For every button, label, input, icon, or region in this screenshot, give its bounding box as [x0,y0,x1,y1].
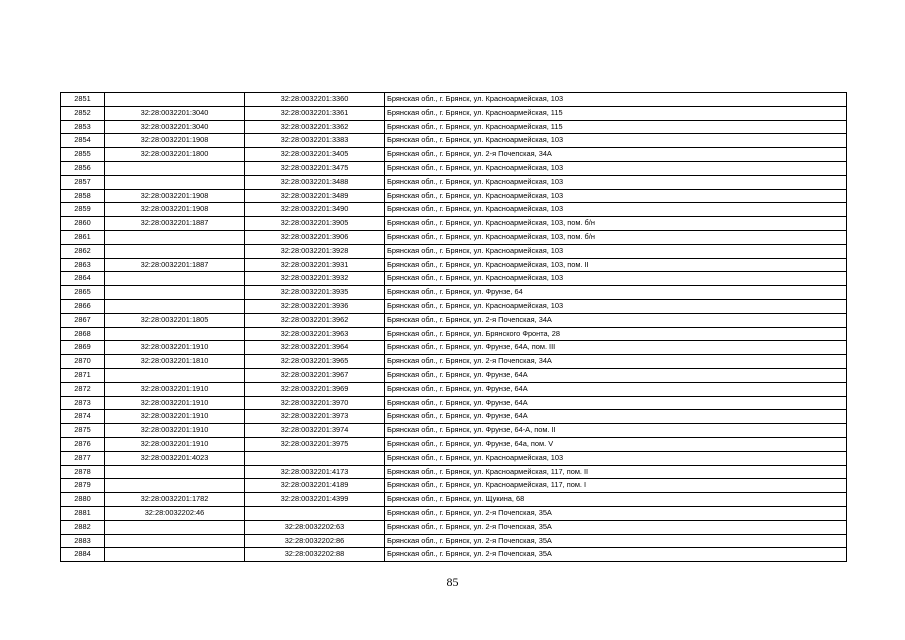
table-row [61,451,847,465]
address-cell: Брянская обл., г. Брянск, ул. Красноармейская, 103 [385,161,847,175]
parent-cadastral-number-cell: 32:28:0032201:1910 [105,341,245,355]
table-row [61,286,847,300]
table-row [61,203,847,217]
address-cell: Брянская обл., г. Брянск, ул. Красноармейская, 103 [385,451,847,465]
parent-cadastral-number-cell: 32:28:0032201:1910 [105,424,245,438]
address-cell: Брянская обл., г. Брянск, ул. Красноармейская, 103, пом. б/н [385,230,847,244]
table-row [61,355,847,369]
parent-cadastral-number-cell: 32:28:0032201:1887 [105,217,245,231]
row-number-cell: 2871 [61,368,105,382]
row-number-cell: 2874 [61,410,105,424]
cadastral-number-cell: 32:28:0032201:3490 [245,203,385,217]
table-row [61,148,847,162]
row-number-cell: 2857 [61,175,105,189]
row-number-cell: 2868 [61,327,105,341]
table-row [61,520,847,534]
table-row [61,396,847,410]
row-number-cell: 2880 [61,493,105,507]
address-cell: Брянская обл., г. Брянск, ул. 2-я Почепская, 34А [385,355,847,369]
parent-cadastral-number-cell [105,230,245,244]
cadastral-number-cell: 32:28:0032201:3964 [245,341,385,355]
table-row [61,534,847,548]
table-row [61,175,847,189]
cadastral-number-cell: 32:28:0032201:3489 [245,189,385,203]
parent-cadastral-number-cell [105,327,245,341]
row-number-cell: 2853 [61,120,105,134]
parent-cadastral-number-cell: 32:28:0032201:1810 [105,355,245,369]
parent-cadastral-number-cell [105,286,245,300]
row-number-cell: 2866 [61,299,105,313]
table-row [61,341,847,355]
table-row [61,506,847,520]
row-number-cell: 2854 [61,134,105,148]
cadastral-number-cell: 32:28:0032201:3963 [245,327,385,341]
row-number-cell: 2873 [61,396,105,410]
parent-cadastral-number-cell: 32:28:0032201:1910 [105,410,245,424]
parent-cadastral-number-cell [105,520,245,534]
row-number-cell: 2858 [61,189,105,203]
cadastral-table-body [61,93,847,562]
row-number-cell: 2863 [61,258,105,272]
cadastral-number-cell: 32:28:0032201:3932 [245,272,385,286]
row-number-cell: 2855 [61,148,105,162]
row-number-cell: 2878 [61,465,105,479]
row-number-cell: 2881 [61,506,105,520]
table-row [61,382,847,396]
address-cell: Брянская обл., г. Брянск, ул. Красноармейская, 103, пом. II [385,258,847,272]
cadastral-number-cell: 32:28:0032201:3928 [245,244,385,258]
cadastral-number-cell: 32:28:0032202:88 [245,548,385,562]
cadastral-number-cell: 32:28:0032201:4173 [245,465,385,479]
cadastral-number-cell: 32:28:0032202:86 [245,534,385,548]
parent-cadastral-number-cell: 32:28:0032201:1910 [105,437,245,451]
address-cell: Брянская обл., г. Брянск, ул. Красноармейская, 103, пом. б/н [385,217,847,231]
row-number-cell: 2882 [61,520,105,534]
parent-cadastral-number-cell: 32:28:0032201:1805 [105,313,245,327]
row-number-cell: 2877 [61,451,105,465]
table-row [61,120,847,134]
cadastral-number-cell: 32:28:0032201:3488 [245,175,385,189]
table-row [61,161,847,175]
address-cell: Брянская обл., г. Брянск, ул. Красноармейская, 115 [385,120,847,134]
cadastral-number-cell: 32:28:0032201:3967 [245,368,385,382]
parent-cadastral-number-cell [105,161,245,175]
cadastral-table [60,92,847,562]
address-cell: Брянская обл., г. Брянск, ул. Красноармейская, 103 [385,134,847,148]
parent-cadastral-number-cell [105,299,245,313]
table-row [61,106,847,120]
parent-cadastral-number-cell [105,465,245,479]
row-number-cell: 2862 [61,244,105,258]
table-row [61,410,847,424]
address-cell: Брянская обл., г. Брянск, ул. Фрунзе, 64А [385,368,847,382]
row-number-cell: 2867 [61,313,105,327]
address-cell: Брянская обл., г. Брянск, ул. Брянского Фронта, 28 [385,327,847,341]
table-row [61,479,847,493]
parent-cadastral-number-cell [105,272,245,286]
address-cell: Брянская обл., г. Брянск, ул. Фрунзе, 64А [385,382,847,396]
row-number-cell: 2876 [61,437,105,451]
table-row [61,93,847,107]
parent-cadastral-number-cell: 32:28:0032201:4023 [105,451,245,465]
row-number-cell: 2884 [61,548,105,562]
address-cell: Брянская обл., г. Брянск, ул. 2-я Почепская, 34А [385,313,847,327]
parent-cadastral-number-cell [105,548,245,562]
row-number-cell: 2860 [61,217,105,231]
parent-cadastral-number-cell: 32:28:0032201:3040 [105,120,245,134]
cadastral-number-cell: 32:28:0032201:3969 [245,382,385,396]
cadastral-number-cell: 32:28:0032201:3970 [245,396,385,410]
parent-cadastral-number-cell: 32:28:0032201:1887 [105,258,245,272]
table-row [61,493,847,507]
address-cell: Брянская обл., г. Брянск, ул. Фрунзе, 64а, пом. V [385,437,847,451]
cadastral-number-cell: 32:28:0032201:3905 [245,217,385,231]
address-cell: Брянская обл., г. Брянск, ул. 2-я Почепская, 35А [385,506,847,520]
parent-cadastral-number-cell: 32:28:0032201:1800 [105,148,245,162]
parent-cadastral-number-cell: 32:28:0032201:3040 [105,106,245,120]
address-cell: Брянская обл., г. Брянск, ул. Красноармейская, 117, пом. I [385,479,847,493]
cadastral-number-cell: 32:28:0032201:3361 [245,106,385,120]
cadastral-number-cell: 32:28:0032201:3974 [245,424,385,438]
table-row [61,189,847,203]
table-row [61,368,847,382]
cadastral-number-cell [245,506,385,520]
address-cell: Брянская обл., г. Брянск, ул. 2-я Почепская, 35А [385,534,847,548]
page-number: 85 [446,575,459,589]
parent-cadastral-number-cell: 32:28:0032201:1782 [105,493,245,507]
parent-cadastral-number-cell: 32:28:0032201:1910 [105,382,245,396]
cadastral-number-cell: 32:28:0032202:63 [245,520,385,534]
address-cell: Брянская обл., г. Брянск, ул. Красноармейская, 103 [385,244,847,258]
parent-cadastral-number-cell [105,244,245,258]
parent-cadastral-number-cell [105,93,245,107]
parent-cadastral-number-cell [105,534,245,548]
row-number-cell: 2870 [61,355,105,369]
address-cell: Брянская обл., г. Брянск, ул. 2-я Почепская, 35А [385,520,847,534]
address-cell: Брянская обл., г. Брянск, ул. Красноармейская, 117, пом. II [385,465,847,479]
address-cell: Брянская обл., г. Брянск, ул. Красноармейская, 103 [385,189,847,203]
address-cell: Брянская обл., г. Брянск, ул. Фрунзе, 64 [385,286,847,300]
row-number-cell: 2872 [61,382,105,396]
parent-cadastral-number-cell: 32:28:0032202:46 [105,506,245,520]
address-cell: Брянская обл., г. Брянск, ул. Фрунзе, 64А [385,410,847,424]
row-number-cell: 2859 [61,203,105,217]
address-cell: Брянская обл., г. Брянск, ул. Красноармейская, 103 [385,175,847,189]
cadastral-number-cell: 32:28:0032201:3936 [245,299,385,313]
table-row [61,465,847,479]
row-number-cell: 2856 [61,161,105,175]
table-row [61,258,847,272]
address-cell: Брянская обл., г. Брянск, ул. Фрунзе, 64-А, пом. II [385,424,847,438]
parent-cadastral-number-cell: 32:28:0032201:1908 [105,189,245,203]
address-cell: Брянская обл., г. Брянск, ул. Красноармейская, 103 [385,203,847,217]
row-number-cell: 2865 [61,286,105,300]
address-cell: Брянская обл., г. Брянск, ул. Красноармейская, 103 [385,272,847,286]
address-cell: Брянская обл., г. Брянск, ул. 2-я Почепская, 34А [385,148,847,162]
row-number-cell: 2861 [61,230,105,244]
row-number-cell: 2852 [61,106,105,120]
row-number-cell: 2883 [61,534,105,548]
address-cell: Брянская обл., г. Брянск, ул. Красноармейская, 103 [385,299,847,313]
table-row [61,548,847,562]
table-row [61,437,847,451]
address-cell: Брянская обл., г. Брянск, ул. Щукина, 68 [385,493,847,507]
parent-cadastral-number-cell: 32:28:0032201:1910 [105,396,245,410]
address-cell: Брянская обл., г. Брянск, ул. Фрунзе, 64А, пом. III [385,341,847,355]
row-number-cell: 2879 [61,479,105,493]
cadastral-number-cell: 32:28:0032201:3362 [245,120,385,134]
cadastral-number-cell [245,451,385,465]
cadastral-number-cell: 32:28:0032201:3931 [245,258,385,272]
row-number-cell: 2869 [61,341,105,355]
cadastral-number-cell: 32:28:0032201:3383 [245,134,385,148]
table-row [61,424,847,438]
cadastral-number-cell: 32:28:0032201:3405 [245,148,385,162]
address-cell: Брянская обл., г. Брянск, ул. Фрунзе, 64А [385,396,847,410]
table-row [61,299,847,313]
parent-cadastral-number-cell: 32:28:0032201:1908 [105,203,245,217]
parent-cadastral-number-cell: 32:28:0032201:1908 [105,134,245,148]
table-row [61,134,847,148]
address-cell: Брянская обл., г. Брянск, ул. 2-я Почепская, 35А [385,548,847,562]
cadastral-number-cell: 32:28:0032201:3962 [245,313,385,327]
table-row [61,272,847,286]
parent-cadastral-number-cell [105,479,245,493]
cadastral-number-cell: 32:28:0032201:3965 [245,355,385,369]
table-row [61,217,847,231]
cadastral-number-cell: 32:28:0032201:3906 [245,230,385,244]
table-row [61,313,847,327]
cadastral-number-cell: 32:28:0032201:4399 [245,493,385,507]
table-row [61,230,847,244]
row-number-cell: 2864 [61,272,105,286]
cadastral-number-cell: 32:28:0032201:3973 [245,410,385,424]
cadastral-number-cell: 32:28:0032201:3360 [245,93,385,107]
cadastral-number-cell: 32:28:0032201:3975 [245,437,385,451]
parent-cadastral-number-cell [105,175,245,189]
row-number-cell: 2851 [61,93,105,107]
cadastral-number-cell: 32:28:0032201:3475 [245,161,385,175]
row-number-cell: 2875 [61,424,105,438]
address-cell: Брянская обл., г. Брянск, ул. Красноармейская, 115 [385,106,847,120]
address-cell: Брянская обл., г. Брянск, ул. Красноармейская, 103 [385,93,847,107]
table-row [61,327,847,341]
parent-cadastral-number-cell [105,368,245,382]
cadastral-number-cell: 32:28:0032201:4189 [245,479,385,493]
table-row [61,244,847,258]
cadastral-number-cell: 32:28:0032201:3935 [245,286,385,300]
